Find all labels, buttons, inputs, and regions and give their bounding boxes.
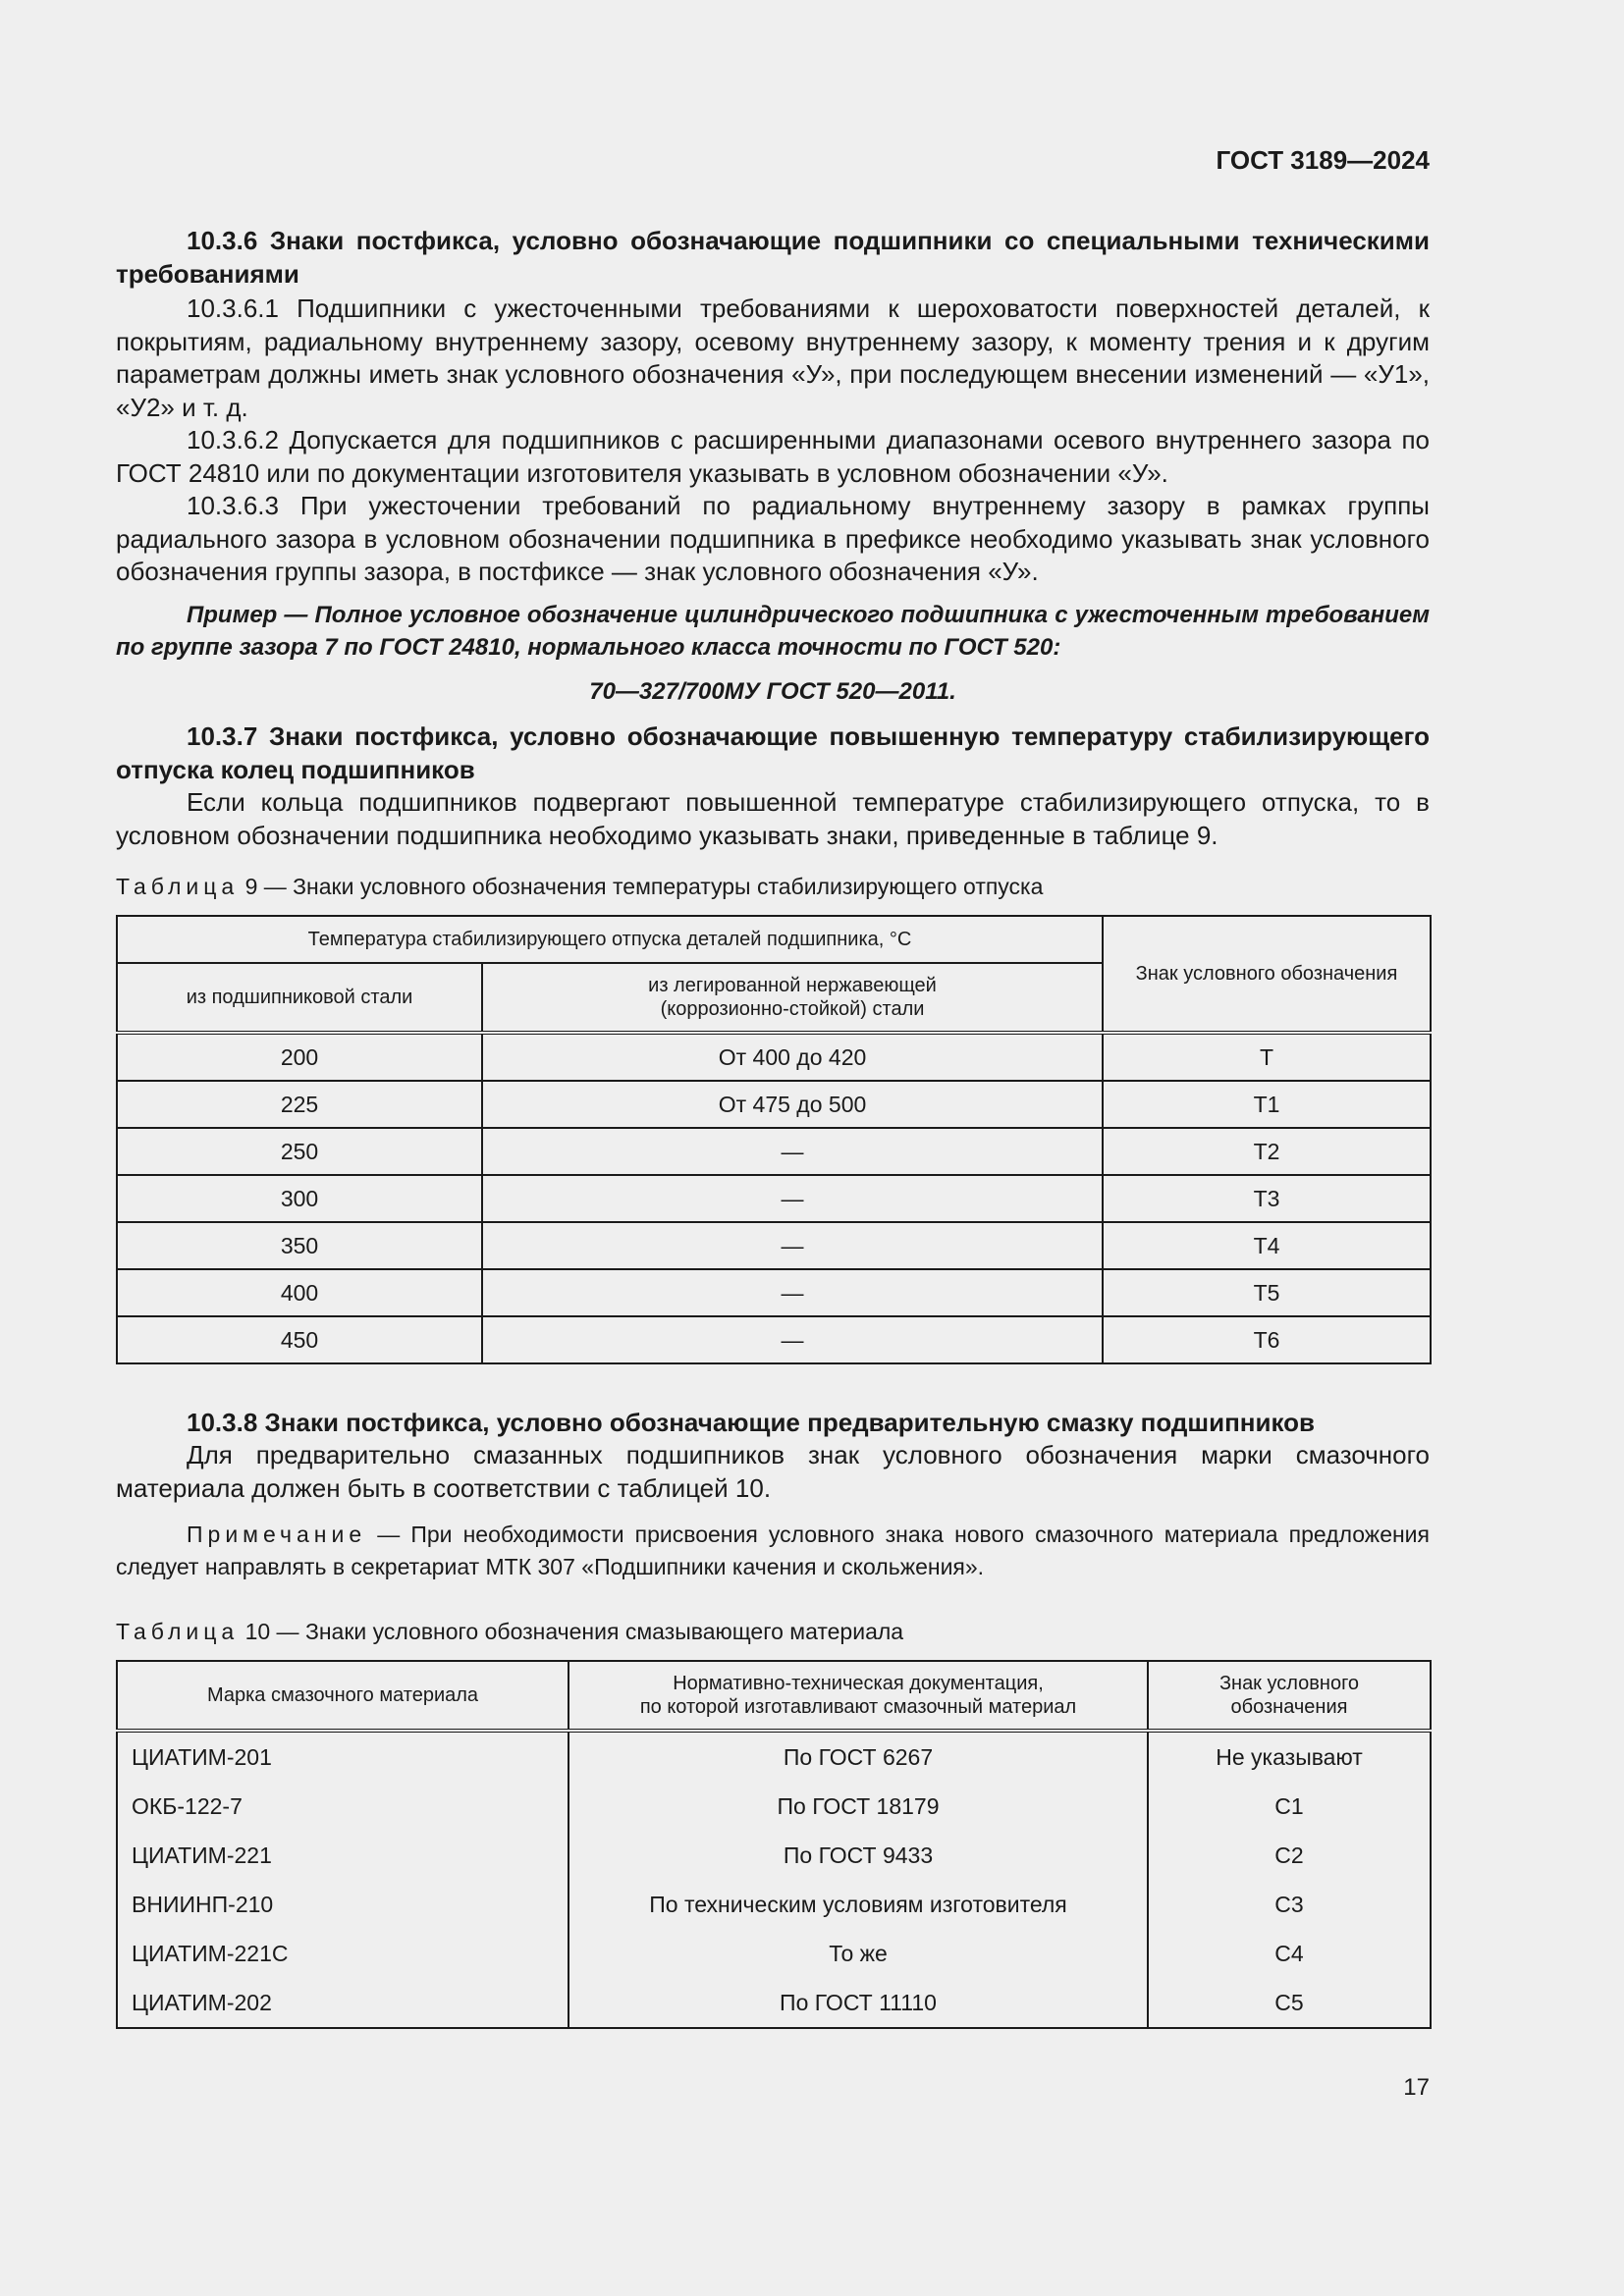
table-row <box>117 1880 1431 1929</box>
table-cell: По ГОСТ 6267 <box>568 1731 1148 1782</box>
note-label: Примечание <box>187 1522 367 1547</box>
example-text: Пример — Полное условное обозначение цилиндрического подшипника с ужесточенным требованием по группе зазора 7 по ГОСТ 24810, нормального класса точности по ГОСТ 520: <box>116 601 1430 661</box>
table-cell: — <box>482 1222 1103 1269</box>
caption-text: 10 — Знаки условного обозначения смазывающего материала <box>239 1619 904 1644</box>
section-heading: 10.3.7 Знаки постфикса, условно обозначающие повышенную температуру стабилизирующего отпуска колец подшипников <box>116 721 1430 784</box>
table-cell: По техническим условиям изготовителя <box>568 1880 1148 1929</box>
table-cell: То же <box>568 1929 1148 1978</box>
table-header-cell <box>1148 1661 1431 1731</box>
header-line: из легированной нержавеющей <box>648 975 937 996</box>
table-cell: Т6 <box>1103 1316 1431 1363</box>
table-header-group: Температура стабилизирующего отпуска деталей подшипника, °С <box>117 916 1103 963</box>
example-code: 70—327/700МУ ГОСТ 520—2011. <box>589 677 956 705</box>
table-cell: 350 <box>117 1222 482 1269</box>
table-row <box>117 1033 1431 1081</box>
section-10-3-6 <box>116 224 1430 708</box>
table-9 <box>116 915 1432 1364</box>
note-text: — При необходимости присвоения условного знака нового смазочного материала предложения следует направлять в секретариат МТК 307 «Подшипники качения и скольжения». <box>116 1522 1430 1579</box>
table-cell: 400 <box>117 1269 482 1316</box>
table-cell: Т5 <box>1103 1269 1431 1316</box>
table-cell: ЦИАТИМ-201 <box>117 1731 568 1782</box>
table-10-block <box>116 1617 1430 2029</box>
table-row <box>117 1831 1431 1880</box>
table-cell: По ГОСТ 18179 <box>568 1782 1148 1831</box>
caption-text: 9 — Знаки условного обозначения температуры стабилизирующего отпуска <box>239 874 1044 899</box>
section-10-3-7 <box>116 720 1430 852</box>
table-cell: С5 <box>1148 1978 1431 2028</box>
table-cell: Т4 <box>1103 1222 1431 1269</box>
table-cell: ЦИАТИМ-221С <box>117 1929 568 1978</box>
table-cell: 300 <box>117 1175 482 1222</box>
table-cell: — <box>482 1316 1103 1363</box>
caption-label: Таблица <box>116 874 240 899</box>
paragraph: 10.3.6.1 Подшипники с ужесточенными требованиями к шероховатости поверхностей деталей, к покрытиям, радиальному внутреннему зазору, осевому внутреннему зазору, к моменту трения и к другим параметрам должны иметь знак условного обозначения «У», при последующем внесении изменений — «У1», «У2» и т. д. <box>116 294 1430 422</box>
table-row <box>117 1222 1431 1269</box>
table-cell: 450 <box>117 1316 482 1363</box>
table-cell: Т3 <box>1103 1175 1431 1222</box>
section-heading: 10.3.8 Знаки постфикса, условно обозначающие предварительную смазку подшипников <box>187 1408 1315 1437</box>
table-caption <box>116 872 1430 901</box>
table-cell: С1 <box>1148 1782 1431 1831</box>
table-cell: 225 <box>117 1081 482 1128</box>
table-header-cell <box>482 963 1103 1033</box>
section-10-3-8 <box>116 1406 1430 1583</box>
table-header-cell <box>568 1661 1148 1731</box>
section-heading: 10.3.6 Знаки постфикса, условно обозначающие подшипники со специальными техническими требованиями <box>116 226 1430 289</box>
table-cell: От 475 до 500 <box>482 1081 1103 1128</box>
table-cell: — <box>482 1269 1103 1316</box>
table-cell: Т <box>1103 1033 1431 1081</box>
paragraph: Для предварительно смазанных подшипников знак условного обозначения марки смазочного материала должен быть в соответствии с таблицей 10. <box>116 1440 1430 1503</box>
table-9-block <box>116 872 1430 1364</box>
header-line: (коррозионно-стойкой) стали <box>660 998 925 1020</box>
table-cell: По ГОСТ 9433 <box>568 1831 1148 1880</box>
table-row <box>117 1929 1431 1978</box>
header-line: Нормативно-техническая документация, <box>673 1673 1044 1694</box>
table-cell: С4 <box>1148 1929 1431 1978</box>
header-line: обозначения <box>1230 1696 1348 1718</box>
table-cell: Т1 <box>1103 1081 1431 1128</box>
table-cell: От 400 до 420 <box>482 1033 1103 1081</box>
header-line: Знак условного <box>1218 1673 1360 1694</box>
table-cell: ЦИАТИМ-221 <box>117 1831 568 1880</box>
table-row <box>117 1128 1431 1175</box>
note <box>116 1519 1430 1583</box>
table-row <box>117 1269 1431 1316</box>
table-cell: ОКБ-122-7 <box>117 1782 568 1831</box>
table-header-cell: из подшипниковой стали <box>117 963 482 1033</box>
table-header-cell: Марка смазочного материала <box>117 1661 568 1731</box>
table-cell: 200 <box>117 1033 482 1081</box>
table-caption <box>116 1617 1430 1646</box>
table-cell: Не указывают <box>1148 1731 1431 1782</box>
table-row <box>117 1316 1431 1363</box>
table-cell: С2 <box>1148 1831 1431 1880</box>
table-cell: ВНИИНП-210 <box>117 1880 568 1929</box>
table-cell: — <box>482 1175 1103 1222</box>
table-10 <box>116 1660 1432 2029</box>
header-line: по которой изготавливают смазочный материал <box>639 1696 1077 1718</box>
table-cell: С3 <box>1148 1880 1431 1929</box>
table-header-cell: Знак условного обозначения <box>1103 916 1431 1033</box>
table-row <box>117 1731 1431 1782</box>
page-number: 17 <box>1403 2074 1430 2101</box>
table-cell: — <box>482 1128 1103 1175</box>
paragraph: 10.3.6.2 Допускается для подшипников с расширенными диапазонами осевого внутреннего зазора по ГОСТ 24810 или по документации изготовителя указывать в условном обозначении «У». <box>116 425 1430 488</box>
table-row <box>117 1175 1431 1222</box>
table-cell: Т2 <box>1103 1128 1431 1175</box>
paragraph: Если кольца подшипников подвергают повышенной температуре стабилизирующего отпуска, то в условном обозначении подшипника необходимо указывать знаки, приведенные в таблице 9. <box>116 787 1430 850</box>
table-row <box>117 1978 1431 2028</box>
table-row <box>117 1782 1431 1831</box>
table-cell: ЦИАТИМ-202 <box>117 1978 568 2028</box>
table-cell: 250 <box>117 1128 482 1175</box>
paragraph: 10.3.6.3 При ужесточении требований по радиальному внутреннему зазору в рамках группы радиального зазора в условном обозначении подшипника в префиксе необходимо указывать знак условного обозначения группы зазора, в постфиксе — знак условного обозначения «У». <box>116 491 1430 586</box>
table-row <box>117 1081 1431 1128</box>
document-code: ГОСТ 3189—2024 <box>1216 145 1430 175</box>
caption-label: Таблица <box>116 1619 240 1644</box>
table-cell: По ГОСТ 11110 <box>568 1978 1148 2028</box>
